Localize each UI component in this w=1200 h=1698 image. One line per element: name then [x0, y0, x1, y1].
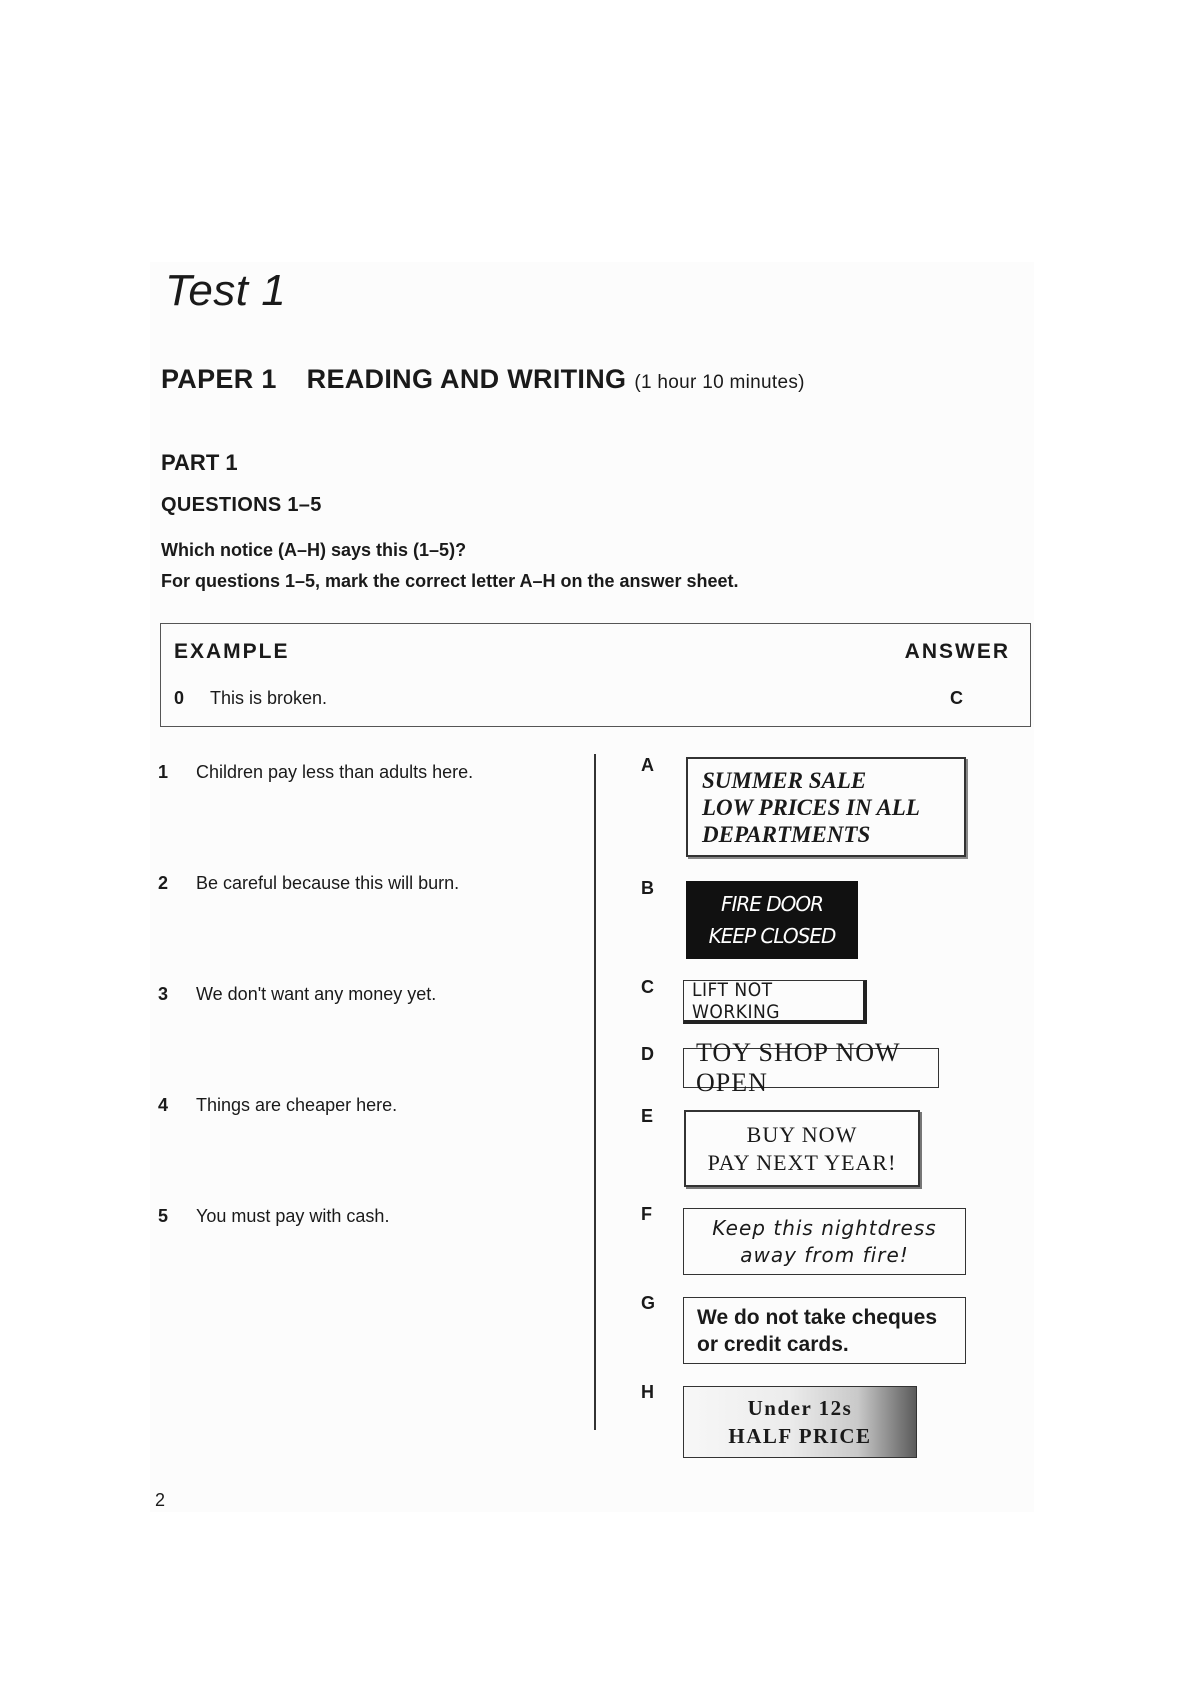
instruction-answer-sheet: For questions 1–5, mark the correct letter A–H on the answer sheet.	[161, 571, 739, 591]
question-text: You must pay with cash.	[196, 1206, 390, 1226]
notice-line: DEPARTMENTS	[702, 821, 871, 847]
notice-line: SUMMER SALE	[702, 767, 867, 793]
example-label: EXAMPLE	[174, 640, 290, 663]
example-number: 0	[174, 688, 185, 708]
notice-letter: D	[641, 1044, 654, 1064]
notice-letter: F	[641, 1204, 652, 1224]
question-text: Children pay less than adults here.	[196, 762, 474, 782]
notice-line: LIFT NOT WORKING	[692, 978, 781, 1023]
notice-letter: B	[641, 878, 654, 898]
notice-letter: G	[641, 1293, 656, 1313]
question-text: Be careful because this will burn.	[196, 873, 460, 893]
paper-duration: (1 hour 10 minutes)	[634, 372, 805, 393]
question-text: Things are cheaper here.	[196, 1095, 398, 1115]
notice-line: PAY NEXT YEAR!	[707, 1149, 897, 1175]
notice-toy-shop	[683, 1038, 939, 1097]
paper-heading	[161, 364, 805, 395]
notice-line: KEEP CLOSED	[708, 924, 836, 948]
notice-line: TOY SHOP NOW OPEN	[696, 1038, 901, 1097]
notice-summer-sale	[686, 757, 966, 857]
column-divider	[594, 754, 596, 1430]
notice-letter: C	[641, 977, 654, 997]
notice-fire-door	[686, 881, 858, 959]
notice-line: We do not take cheques	[697, 1305, 937, 1329]
notice-line: BUY NOW	[746, 1121, 858, 1147]
page-number: 2	[155, 1490, 166, 1510]
part-title: PART 1	[161, 450, 238, 475]
question-number: 1	[158, 762, 169, 782]
notice-letter: E	[641, 1106, 654, 1126]
notice-line: HALF PRICE	[728, 1424, 872, 1448]
notice-line: FIRE DOOR	[720, 892, 824, 916]
notice-line: Under 12s	[747, 1396, 853, 1420]
question-number: 2	[158, 873, 169, 893]
notice-line: away from fire!	[740, 1242, 909, 1267]
example-answer: C	[950, 688, 963, 708]
instruction-which-notice: Which notice (A–H) says this (1–5)?	[161, 540, 467, 560]
notice-nightdress	[683, 1208, 966, 1275]
notice-line: LOW PRICES IN ALL	[702, 794, 920, 820]
notice-buy-now	[684, 1110, 920, 1187]
answer-label: ANSWER	[904, 640, 1010, 663]
question-number: 5	[158, 1206, 169, 1226]
notice-no-cheques	[683, 1297, 966, 1364]
test-title: Test 1	[165, 266, 287, 315]
notice-lift-not-working	[683, 980, 867, 1024]
question-number: 3	[158, 984, 169, 1004]
notice-letter: A	[641, 755, 654, 775]
example-text: This is broken.	[210, 688, 328, 708]
paper-name: READING AND WRITING	[306, 364, 627, 394]
paper-label: PAPER 1	[161, 364, 277, 394]
notice-letter: H	[641, 1382, 654, 1402]
question-number: 4	[158, 1095, 169, 1115]
example-box	[160, 623, 1031, 727]
notice-line: or credit cards.	[697, 1332, 849, 1356]
question-text: We don't want any money yet.	[196, 984, 437, 1004]
notice-line: Keep this nightdress	[712, 1215, 937, 1240]
questions-range: QUESTIONS 1–5	[161, 494, 322, 516]
notice-half-price	[683, 1386, 917, 1458]
